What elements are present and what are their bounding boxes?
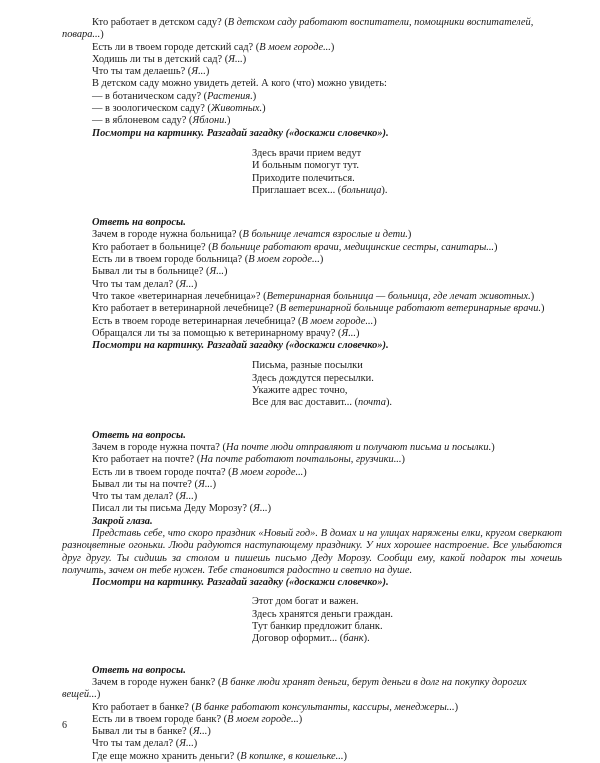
poem-line: Укажите адрес точно, (252, 385, 348, 397)
poem-line: И больным помогут тут. (252, 160, 359, 172)
riddle-poem-post (62, 360, 562, 409)
riddle-heading: Посмотри на картинку. Разгадай загадку («доскажи словечко»). (92, 127, 389, 139)
question-line: Что ты там делал? (Я...) (92, 738, 198, 750)
question-line: Обращался ли ты за помощью к ветеринарному врачу? (Я...) (92, 327, 360, 339)
post-questions (62, 442, 562, 516)
page-content (62, 17, 562, 763)
question-line: — в яблоневом саду? (Яблони.) (92, 115, 231, 127)
question-line: Кто работает в детском саду? (В детском саду работают воспитатели, помощники воспитателей, (92, 17, 534, 28)
kindergarten-questions (62, 17, 562, 128)
question-line-continuation: вещей...) (62, 689, 101, 701)
poem-line: Здесь врачи прием ведут (252, 147, 362, 159)
question-line-continuation: повара...) (62, 29, 104, 41)
poem-line: Приходите полечиться. (252, 172, 355, 184)
question-line: — в ботаническом саду? (Растения.) (92, 90, 257, 102)
poem-line: Здесь хранятся деньги граждан. (252, 608, 393, 620)
question-line: Бывал ли ты в банке? (Я...) (92, 726, 211, 738)
riddle-heading: Посмотри на картинку. Разгадай загадку («доскажи словечко»). (92, 577, 389, 589)
page-number: 6 (62, 720, 67, 731)
question-line: Зачем в городе нужна больница? (В больнице лечатся взрослые и дети.) (92, 229, 412, 241)
question-line: Есть ли в твоем городе больница? (В моем городе...) (92, 254, 324, 266)
question-line: Есть в твоем городе ветеринарная лечебница? (В моем городе...) (92, 315, 377, 327)
poem-line: Письма, разные посылки (252, 360, 363, 372)
question-line: Что ты там делаешь? (Я...) (92, 66, 210, 78)
question-line: Кто работает в ветеринарной лечебнице? (В ветеринарной больнице работают ветеринарные врачи.) (92, 303, 545, 315)
answer-heading: Ответь на вопросы. (92, 217, 186, 229)
poem-line: Тут банкир предложит бланк. (252, 621, 383, 633)
question-line: Бывал ли ты на почте? (Я...) (92, 478, 217, 490)
question-line: Зачем в городе нужна почта? (На почте люди отправляют и получают письма и посылки.) (92, 441, 495, 453)
question-line: Ходишь ли ты в детский сад? (Я...) (92, 53, 247, 65)
poem-line: Приглашает всех... (больница). (252, 184, 388, 196)
hospital-questions (62, 229, 562, 340)
question-line: Есть ли в твоем городе почта? (В моем городе...) (92, 466, 307, 478)
question-line: Зачем в городе нужен банк? (В банке люди хранят деньги, берут деньги в долг на покупку дорогих (92, 676, 527, 688)
riddle-heading: Посмотри на картинку. Разгадай загадку («доскажи словечко»). (92, 340, 389, 352)
question-line: Кто работает на почте? (На почте работают почтальоны, грузчики...) (92, 454, 405, 466)
poem-line: Здесь дождутся пересылки. (252, 372, 374, 384)
question-line: Кто работает в банке? (В банке работают консультанты, кассиры, менеджеры...) (92, 701, 459, 713)
answer-heading: Ответь на вопросы. (92, 664, 186, 676)
poem-line: Все для вас доставит... (почта). (252, 397, 392, 409)
bank-questions (62, 677, 562, 763)
close-eyes-heading: Закрой глаза. (92, 515, 153, 527)
question-line: Есть ли в твоем городе детский сад? (В моем городе...) (92, 41, 335, 53)
question-line: Что ты там делал? (Я...) (92, 278, 198, 290)
poem-line: Договор оформит... (банк). (252, 633, 370, 645)
new-year-story: Представь себе, что скоро праздник «Новый год». В домах и на улицах наряжены елки, кругом сверкают разноцветные огоньки. Люди радуются наступающему празднику. У них хорошее настроение. Все улыбаются друг другу. Ты сидишь за столом и пишешь письмо Деду Морозу. Сообщи ему, какой подарок ты хочешь получить, зачем он тебе нужен. Тебе становится радостно и светло на душе. (62, 527, 562, 576)
poem-line: Этот дом богат и важен. (252, 596, 359, 608)
question-line: Бывал ли ты в больнице? (Я...) (92, 266, 228, 278)
question-line: Есть ли в твоем городе банк? (В моем городе...) (92, 713, 303, 725)
question-line: — в зоологическом саду? (Животных.) (92, 103, 266, 115)
question-line: Что ты там делал? (Я...) (92, 491, 198, 503)
question-line: В детском саду можно увидеть детей. А кого (что) можно увидеть: (92, 78, 387, 90)
riddle-poem-hospital (62, 148, 562, 197)
riddle-poem-bank (62, 596, 562, 645)
question-line: Что такое «ветеринарная лечебница»? (Ветеринарная больница — больница, где лечат животных.) (92, 290, 535, 302)
question-line: Где еще можно хранить деньги? (В копилке, в кошельке...) (92, 750, 347, 762)
question-line: Кто работает в больнице? (В больнице работают врачи, медицинские сестры, санитары...) (92, 241, 498, 253)
answer-heading: Ответь на вопросы. (92, 429, 186, 441)
question-line: Писал ли ты письма Деду Морозу? (Я...) (92, 503, 272, 515)
